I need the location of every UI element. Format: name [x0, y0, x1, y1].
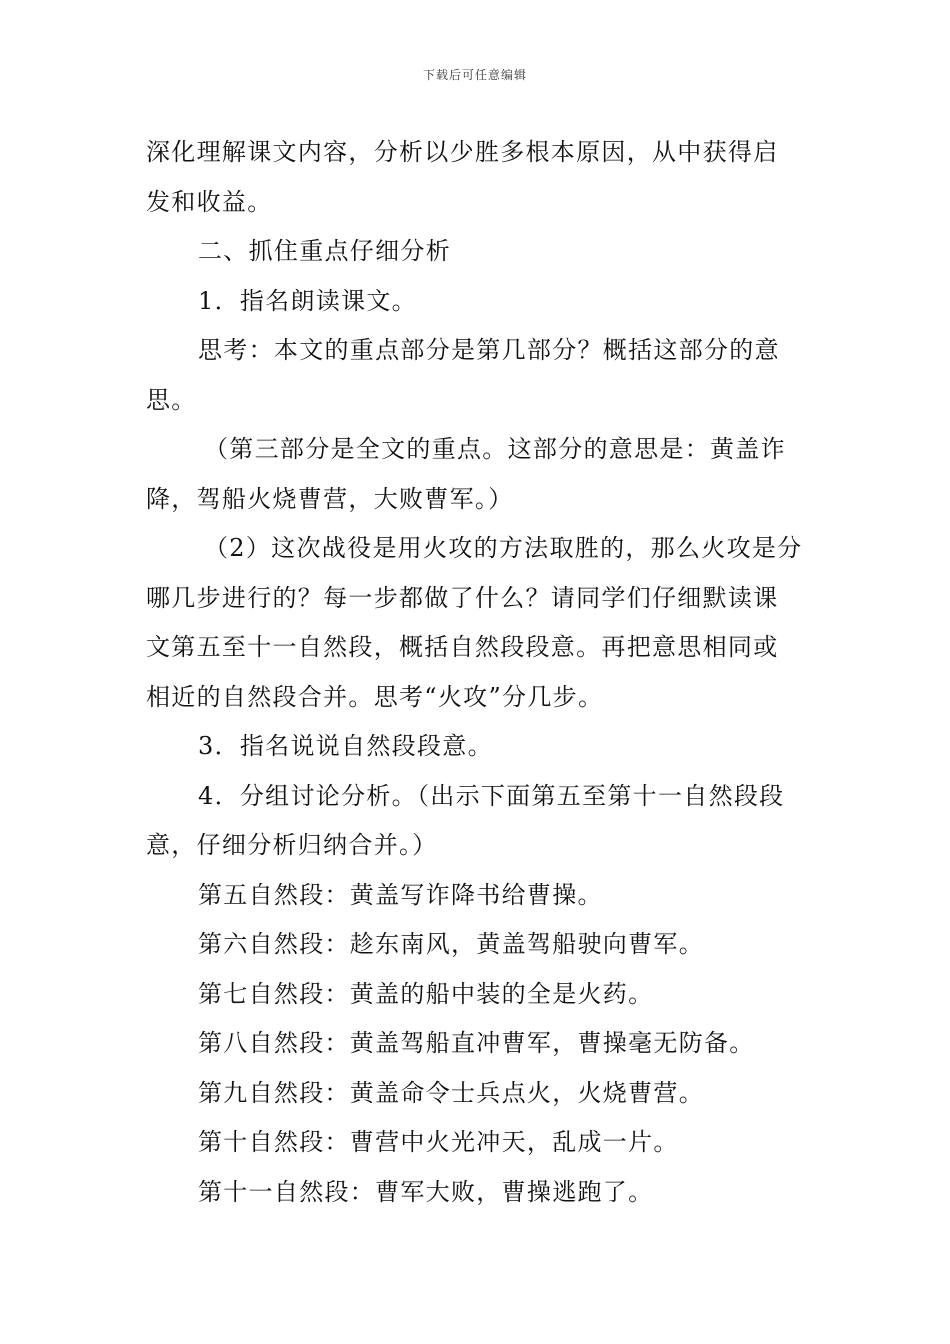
section-heading: 二、抓住重点仔细分析 [198, 237, 451, 265]
paragraph-summary: 第十一自然段：曹军大败，曹操逃跑了。 [198, 1177, 654, 1206]
text-line: 相近的自然段合并。思考“火攻”分几步。 [146, 682, 604, 711]
paragraph-summary: 第十自然段：曹营中火光冲天，乱成一片。 [198, 1128, 679, 1156]
text-line: （第三部分是全文的重点。这部分的意思是：黄盖诈 [204, 435, 786, 463]
text-line: 思。 [146, 385, 197, 414]
text-line: 3．指名说说自然段段意。 [198, 732, 493, 760]
text-line: 思考：本文的重点部分是第几部分？概括这部分的意 [198, 336, 780, 364]
paragraph-summary: 第七自然段：黄盖的船中装的全是火药。 [198, 979, 654, 1008]
paragraph-summary: 第六自然段：趁东南风，黄盖驾船驶向曹军。 [198, 930, 704, 958]
text-line: 深化理解课文内容，分析以少胜多根本原因，从中获得启 [146, 138, 779, 166]
page-header: 下载后可任意编辑 [422, 68, 527, 82]
paragraph-summary: 第八自然段：黄盖驾船直冲曹军，曹操毫无防备。 [198, 1029, 755, 1057]
text-line: 降，驾船火烧曹营，大败曹军。） [146, 484, 514, 513]
document-body [146, 128, 810, 1217]
text-line: 1．指名朗读课文。 [198, 286, 417, 315]
text-line: 4．分组讨论分析。（出示下面第五至第十一自然段段 [198, 781, 785, 810]
text-line: 意，仔细分析归纳合并。） [146, 831, 438, 859]
text-line: 文第五至十一自然段，概括自然段段意。再把意思相同或 [146, 633, 779, 661]
text-line: 哪几步进行的？每一步都做了什么？请同学们仔细默读课 [146, 583, 779, 612]
text-line: 发和收益。 [146, 187, 273, 216]
paragraph-summary: 第九自然段：黄盖命令士兵点火，火烧曹营。 [198, 1078, 704, 1107]
text-line: （2）这次战役是用火攻的方法取胜的，那么火攻是分 [204, 534, 803, 562]
paragraph-summary: 第五自然段：黄盖写诈降书给曹操。 [198, 880, 603, 909]
